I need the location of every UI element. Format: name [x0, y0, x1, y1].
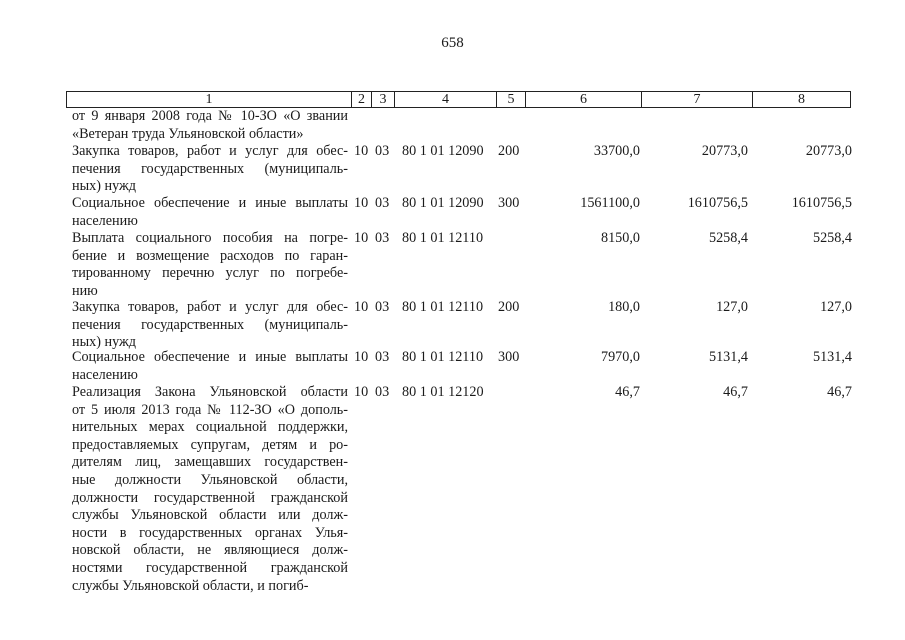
description-line: ных) нужд — [72, 178, 137, 195]
description-line: ные должности Ульяновской области, — [72, 471, 348, 488]
description-line: Закупка товаров, работ и услуг для обес- — [72, 299, 348, 315]
description-line: бение и возмещение расходов по гаран- — [72, 247, 348, 264]
cell-c8: 20773,0 — [805, 143, 852, 159]
row-description — [72, 108, 348, 143]
description-line: должности государственной гражданской — [72, 489, 348, 506]
cell-c3: 03 — [375, 299, 390, 315]
cell-c3: 03 — [375, 384, 390, 400]
cell-c2: 10 — [354, 299, 369, 315]
header-col-3: 3 — [372, 92, 395, 107]
cell-c7: 20773,0 — [701, 143, 748, 159]
row-description — [72, 143, 348, 196]
header-col-7: 7 — [642, 92, 753, 107]
description-line: печения государственных (муниципаль- — [72, 160, 348, 177]
cell-c8: 5258,4 — [812, 230, 852, 246]
description-line: службы Ульяновской области, и погиб- — [72, 577, 309, 594]
description-line: от 5 июля 2013 года № 112-ЗО «О дополь- — [72, 401, 348, 418]
description-line: службы Ульяновской области или долж- — [72, 507, 348, 524]
row-description — [72, 349, 348, 384]
header-col-4: 4 — [395, 92, 497, 107]
description-line: ных) нужд — [72, 334, 137, 351]
cell-c6: 46,7 — [615, 384, 640, 400]
description-line: населению — [72, 366, 138, 383]
description-line: нию — [72, 282, 98, 299]
cell-c4: 80 1 01 12090 — [402, 143, 484, 159]
cell-c7: 5258,4 — [708, 230, 748, 246]
header-col-5: 5 — [497, 92, 526, 107]
cell-c3: 03 — [375, 195, 390, 211]
cell-c4: 80 1 01 12110 — [402, 299, 484, 315]
cell-c6: 8150,0 — [600, 230, 640, 246]
cell-c4: 80 1 01 12090 — [402, 195, 484, 211]
description-line: печения государственных (муниципаль- — [72, 316, 348, 333]
cell-c3: 03 — [375, 143, 390, 159]
row-description — [72, 299, 348, 352]
description-line: предоставляемых супругам, детям и ро- — [72, 436, 348, 453]
row-description — [72, 230, 348, 300]
header-col-6: 6 — [526, 92, 642, 107]
cell-c5: 200 — [498, 143, 520, 159]
cell-c2: 10 — [354, 195, 369, 211]
description-line: дителям лиц, замещавших государствен- — [72, 454, 348, 471]
description-line: от 9 января 2008 года № 10-ЗО «О звании — [72, 108, 348, 124]
cell-c7: 46,7 — [723, 384, 748, 400]
cell-c8: 5131,4 — [812, 349, 852, 365]
cell-c4: 80 1 01 12120 — [402, 384, 484, 400]
cell-c8: 127,0 — [820, 299, 852, 315]
description-line: нительных мерах социальной поддержки, — [72, 419, 348, 436]
cell-c7: 5131,4 — [708, 349, 748, 365]
description-line: Выплата социального пособия на погре- — [72, 230, 348, 246]
description-line: Социальное обеспечение и иные выплаты — [72, 349, 348, 365]
description-line: тированному перечню услуг по погребе- — [72, 265, 348, 282]
description-line: Социальное обеспечение и иные выплаты — [72, 195, 348, 211]
description-line: новской области, не являющиеся долж- — [72, 542, 348, 559]
page-number: 658 — [441, 35, 464, 51]
description-line: Реализация Закона Ульяновской области — [72, 384, 348, 400]
cell-c3: 03 — [375, 349, 390, 365]
cell-c3: 03 — [375, 230, 390, 246]
cell-c2: 10 — [354, 143, 369, 159]
cell-c5: 300 — [498, 349, 520, 365]
description-line: ностями государственной гражданской — [72, 559, 348, 576]
cell-c4: 80 1 01 12110 — [402, 230, 484, 246]
cell-c6: 7970,0 — [600, 349, 640, 365]
description-line: населению — [72, 212, 138, 229]
cell-c6: 33700,0 — [593, 143, 640, 159]
cell-c4: 80 1 01 12110 — [402, 349, 484, 365]
cell-c5: 200 — [498, 299, 520, 315]
row-description — [72, 384, 348, 595]
row-description — [72, 195, 348, 230]
cell-c2: 10 — [354, 384, 369, 400]
cell-c5: 300 — [498, 195, 520, 211]
cell-c7: 1610756,5 — [687, 195, 748, 211]
header-col-2: 2 — [352, 92, 372, 107]
description-line: Закупка товаров, работ и услуг для обес- — [72, 143, 348, 159]
header-col-1: 1 — [67, 92, 352, 107]
table-header-row — [66, 91, 851, 108]
cell-c2: 10 — [354, 230, 369, 246]
cell-c6: 180,0 — [608, 299, 640, 315]
cell-c2: 10 — [354, 349, 369, 365]
cell-c7: 127,0 — [716, 299, 748, 315]
description-line: «Ветеран труда Ульяновской области» — [72, 125, 304, 142]
header-col-8: 8 — [798, 92, 805, 107]
description-line: ности в государственных органах Улья- — [72, 524, 348, 541]
cell-c8: 1610756,5 — [791, 195, 852, 211]
cell-c8: 46,7 — [827, 384, 852, 400]
cell-c6: 1561100,0 — [580, 195, 640, 211]
